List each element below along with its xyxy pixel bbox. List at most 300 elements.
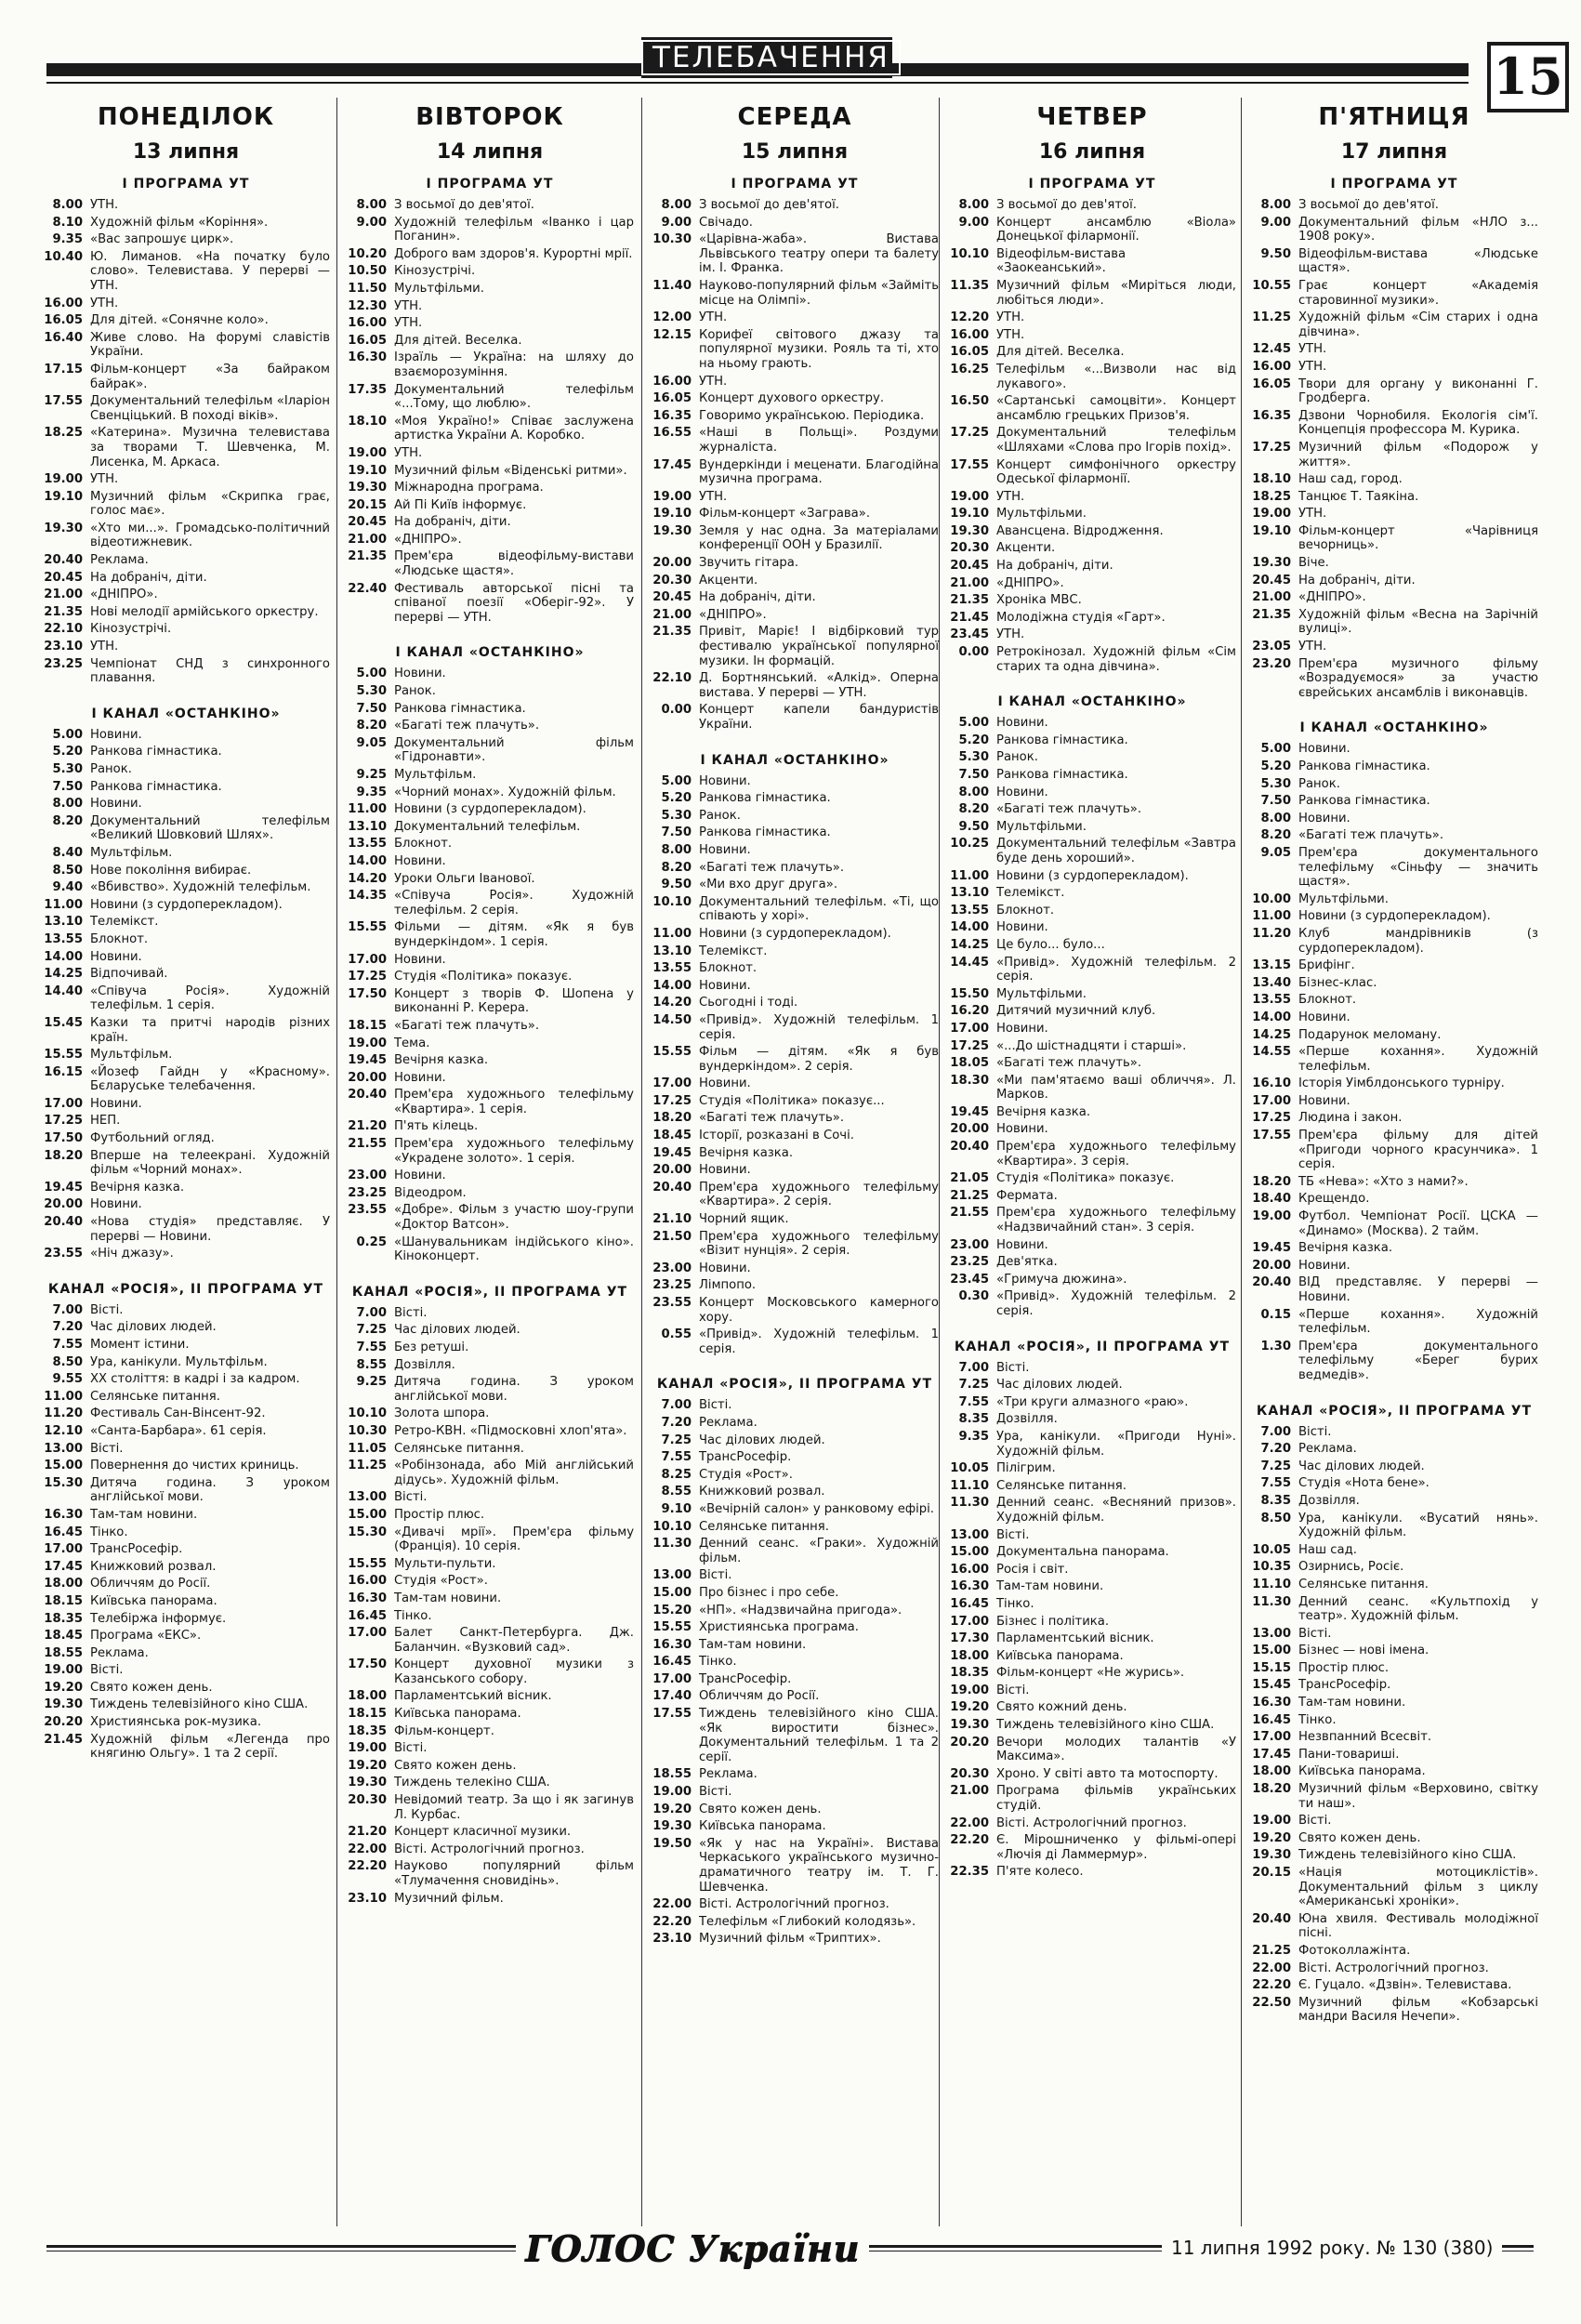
program-entry	[948, 645, 1236, 674]
program-time: 18.35	[44, 1611, 83, 1626]
program-time: 7.50	[1260, 794, 1291, 809]
program-time: 17.00	[652, 1671, 692, 1686]
program-title: Мультфільм.	[90, 845, 173, 860]
program-time: 19.50	[652, 1836, 692, 1851]
program-time: 15.45	[44, 1015, 83, 1030]
program-entry	[42, 915, 330, 930]
program-entry	[346, 1203, 634, 1232]
program-entry	[42, 1215, 330, 1244]
program-time: 21.20	[348, 1119, 387, 1134]
program-entry	[651, 895, 939, 924]
program-time: 17.25	[348, 970, 387, 984]
program-time: 13.55	[44, 931, 83, 946]
program-time: 21.00	[950, 575, 989, 590]
program-time: 5.00	[1260, 742, 1291, 757]
program-time: 19.20	[1252, 1830, 1291, 1845]
program-time: 17.45	[652, 457, 692, 472]
program-time: 18.40	[1252, 1192, 1291, 1207]
program-time: 15.55	[348, 920, 387, 935]
channel-heading: КАНАЛ «РОСІЯ», ІІ ПРОГРАМА УТ	[954, 1339, 1231, 1354]
program-title: На добраніч, діти.	[1298, 573, 1416, 588]
program-title: Християнська програма.	[699, 1620, 859, 1635]
program-title: Дозвілля.	[394, 1357, 455, 1372]
program-time: 20.15	[1252, 1866, 1291, 1880]
program-entry	[346, 854, 634, 869]
program-entry	[651, 1655, 939, 1670]
program-entry	[948, 1700, 1236, 1715]
program-title: Вісті. Астрологічний прогноз.	[996, 1816, 1187, 1830]
program-title: «Гримуча дюжина».	[996, 1272, 1127, 1287]
program-title: Вісті.	[394, 1490, 428, 1505]
program-entry	[948, 1361, 1236, 1376]
program-entry	[42, 232, 330, 247]
program-time: 7.55	[661, 1450, 692, 1465]
program-title: Свято кожний день.	[996, 1700, 1127, 1715]
program-time: 14.20	[348, 871, 387, 886]
program-time: 20.45	[1252, 573, 1291, 588]
program-title: Мультфільми.	[1298, 891, 1389, 906]
program-title: Історії, розказані в Сочі.	[699, 1129, 854, 1143]
program-entry	[948, 328, 1236, 343]
program-title: Пани-товариші.	[1298, 1747, 1400, 1762]
program-title: Чемпіонат СНД з синхронного плавання.	[90, 656, 330, 686]
program-title: УТН.	[394, 298, 423, 313]
program-time: 23.55	[652, 1296, 692, 1310]
program-entry	[42, 1681, 330, 1696]
program-title: Вісті.	[90, 1441, 124, 1456]
program-time: 19.00	[348, 1741, 387, 1756]
program-time: 8.00	[356, 198, 387, 212]
program-entry	[651, 1163, 939, 1178]
program-title: Музичний фільм «Віденські ритми».	[394, 463, 627, 478]
program-time: 18.55	[44, 1645, 83, 1660]
program-time: 10.35	[1252, 1560, 1291, 1575]
program-title: «Робінзонада, або Мій англійський дідусь». Художній фільм.	[394, 1459, 634, 1487]
program-entry	[42, 1733, 330, 1762]
program-time: 15.00	[950, 1545, 989, 1560]
program-time: 23.20	[1252, 656, 1291, 671]
program-title: Історія Уімблдонського турніру.	[1298, 1076, 1505, 1091]
program-time: 17.30	[950, 1631, 989, 1646]
program-time: 9.00	[958, 215, 989, 230]
program-entry	[42, 1459, 330, 1473]
program-entry	[651, 1450, 939, 1465]
program-title: Акценти.	[996, 541, 1056, 556]
program-title: П'яте колесо.	[996, 1865, 1084, 1880]
program-title: «...До шістнадцяти і старші».	[996, 1038, 1187, 1053]
program-entry	[346, 837, 634, 852]
program-entry	[42, 1197, 330, 1212]
program-time: 10.50	[348, 264, 387, 279]
program-time: 0.15	[1260, 1307, 1291, 1322]
program-time: 17.25	[1252, 440, 1291, 455]
program-entry	[42, 1525, 330, 1540]
program-time: 5.20	[661, 791, 692, 806]
program-time: 17.50	[348, 1657, 387, 1672]
program-time: 18.35	[348, 1723, 387, 1738]
program-title: «Моя Україно!» Співає заслужена артистка України А. Коробко.	[394, 414, 634, 443]
program-time: 9.05	[356, 735, 387, 750]
program-title: Уроки Ольги Іванової.	[394, 871, 535, 886]
program-time: 14.45	[950, 955, 989, 970]
program-time: 20.40	[44, 1215, 83, 1230]
program-entry	[948, 524, 1236, 539]
program-entry	[948, 1171, 1236, 1186]
program-title: «Катерина». Музична телевистава за творами Т. Шевченка, М. Лисенка, М. Аркаса.	[90, 426, 330, 469]
program-entry	[948, 1479, 1236, 1494]
program-time: 19.00	[652, 489, 692, 504]
program-time: 16.00	[44, 296, 83, 310]
program-entry	[42, 250, 330, 294]
program-time: 8.20	[356, 719, 387, 733]
program-title: Казки та притчі народів різних країн.	[90, 1015, 330, 1045]
program-entry	[651, 944, 939, 959]
program-title: XX століття: в кадрі і за кадром.	[90, 1372, 300, 1387]
program-entry	[948, 1273, 1236, 1287]
program-title: Музичний фільм «Скрипка грає, голос має».	[90, 489, 330, 519]
program-title: Пілігрим.	[996, 1461, 1056, 1476]
program-time: 7.25	[1260, 1459, 1291, 1473]
program-time: 11.30	[652, 1537, 692, 1552]
program-entry	[1250, 377, 1538, 406]
program-entry	[346, 1306, 634, 1321]
program-time: 7.55	[356, 1340, 387, 1354]
program-title: Там-там новини.	[394, 1591, 502, 1605]
program-time: 16.45	[348, 1608, 387, 1623]
program-time: 14.40	[44, 984, 83, 998]
program-entry	[1250, 1010, 1538, 1025]
program-title: ТрансРосефір.	[1298, 1678, 1391, 1693]
program-entry	[1250, 1129, 1538, 1172]
program-time: 16.00	[1252, 359, 1291, 374]
program-entry	[346, 582, 634, 626]
program-title: Музичний фільм «Подорож у життя».	[1298, 440, 1538, 469]
program-time: 18.00	[1252, 1764, 1291, 1779]
program-entry	[346, 1842, 634, 1857]
program-title: УТН.	[996, 627, 1025, 642]
program-entry	[1250, 310, 1538, 339]
program-entry	[346, 1490, 634, 1505]
program-title: Вечірня казка.	[1298, 1241, 1393, 1256]
program-entry	[1250, 1678, 1538, 1693]
program-time: 19.10	[652, 507, 692, 522]
program-time: 17.00	[44, 1542, 83, 1557]
program-entry	[346, 872, 634, 887]
program-time: 10.20	[348, 246, 387, 261]
program-time: 11.00	[348, 802, 387, 817]
program-time: 15.45	[1252, 1678, 1291, 1693]
program-entry	[651, 1802, 939, 1817]
program-time: 10.05	[1252, 1542, 1291, 1557]
program-title: Новини.	[1298, 1010, 1350, 1024]
program-entry	[346, 1825, 634, 1840]
program-time: 10.30	[348, 1423, 387, 1438]
program-time: 7.20	[1260, 1442, 1291, 1457]
program-time: 15.30	[44, 1475, 83, 1490]
program-time: 10.10	[348, 1406, 387, 1421]
program-title: Книжковий розвал.	[90, 1559, 217, 1574]
program-entry	[42, 1149, 330, 1178]
program-title: «ДНІПРО».	[1298, 590, 1366, 605]
program-title: Тема.	[394, 1036, 430, 1050]
program-entry	[948, 1189, 1236, 1204]
program-title: Свічадо.	[699, 215, 753, 230]
program-title: Реклама.	[90, 553, 149, 568]
program-time: 10.40	[44, 249, 83, 264]
program-entry	[346, 247, 634, 262]
program-entry	[346, 1741, 634, 1756]
program-title: Вісті. Астрологічний прогноз.	[699, 1897, 889, 1912]
program-title: Танцює Т. Таякіна.	[1298, 489, 1419, 504]
program-entry	[948, 938, 1236, 953]
program-time: 20.00	[652, 556, 692, 571]
program-time: 19.10	[1252, 523, 1291, 538]
program-title: Студія «Рост».	[394, 1574, 488, 1589]
program-title: Київська панорама.	[996, 1648, 1124, 1663]
program-time: 5.30	[1260, 776, 1291, 791]
program-entry	[42, 1663, 330, 1678]
program-title: Новини.	[996, 1021, 1048, 1036]
program-entry	[1250, 1340, 1538, 1383]
program-title: Музичний фільм «Триптих».	[699, 1932, 881, 1947]
program-title: Студія «Політика» показує.	[996, 1171, 1175, 1186]
program-time: 7.20	[52, 1320, 83, 1335]
program-title: Тиждень телевізійного кіно США.	[996, 1718, 1215, 1733]
program-title: «Дивачі мрії». Прем'єра фільму (Франція). 10 серія.	[394, 1525, 634, 1554]
program-entry	[651, 1586, 939, 1601]
program-title: На добраніч, діти.	[90, 570, 207, 585]
program-title: Вечірня казка.	[90, 1180, 185, 1195]
program-title: Новини.	[996, 920, 1048, 935]
program-entry	[651, 1181, 939, 1209]
program-entry	[948, 593, 1236, 608]
program-time: 11.00	[44, 897, 83, 912]
program-time: 20.15	[348, 497, 387, 512]
program-title: Ранкова гімнастика.	[699, 825, 831, 840]
program-title: Фільми — дітям. «Як я був вундеркіндом». 1 серія.	[394, 920, 634, 949]
program-entry	[346, 1019, 634, 1034]
program-entry	[346, 1037, 634, 1051]
program-time: 20.40	[1252, 1911, 1291, 1926]
program-title: Кінозустрічі.	[394, 264, 476, 279]
program-time: 21.00	[950, 1784, 989, 1799]
program-entry	[346, 736, 634, 765]
program-entry	[651, 1327, 939, 1356]
program-title: Вісті.	[699, 1568, 732, 1583]
program-title: «Багаті теж плачуть».	[1298, 828, 1444, 843]
program-time: 18.20	[652, 1111, 692, 1126]
program-entry	[651, 426, 939, 455]
program-time: 21.00	[348, 532, 387, 547]
program-time: 19.00	[1252, 507, 1291, 522]
day-heading: П'ЯТНИЦЯ	[1318, 103, 1470, 131]
program-entry	[948, 1395, 1236, 1410]
program-entry	[346, 1859, 634, 1888]
program-title: УТН.	[90, 198, 119, 212]
program-title: Фільм-концерт «Заграва».	[699, 507, 871, 522]
program-entry	[346, 1657, 634, 1686]
program-title: УТН.	[90, 640, 119, 654]
program-title: Дитяча година. З уроком англійської мови.	[394, 1375, 634, 1404]
day-heading: ЧЕТВЕР	[1036, 103, 1148, 131]
program-entry	[948, 1784, 1236, 1813]
program-time: 8.50	[52, 863, 83, 878]
program-entry	[1250, 1961, 1538, 1976]
program-time: 19.30	[1252, 1848, 1291, 1863]
day-column	[42, 98, 330, 1764]
program-title: Новини.	[699, 773, 751, 788]
program-title: Живе слово. На форумі славістів України.	[90, 330, 330, 360]
program-entry	[948, 1718, 1236, 1733]
program-entry	[42, 1542, 330, 1557]
program-entry	[948, 541, 1236, 556]
program-time: 18.20	[1252, 1174, 1291, 1189]
program-title: Документальний телефільм «Іларіон Свенціцький. В поході віків».	[90, 394, 330, 423]
program-entry	[651, 232, 939, 276]
program-title: Вісті.	[699, 1785, 732, 1800]
program-entry	[42, 522, 330, 550]
program-entry	[651, 310, 939, 325]
program-time: 17.45	[44, 1559, 83, 1574]
program-time: 17.25	[950, 1038, 989, 1053]
program-title: Телемікст.	[996, 886, 1065, 901]
program-title: Документальний фільм «НЛО з... 1908 року».	[1298, 215, 1538, 244]
day-column	[948, 98, 1236, 1882]
day-date: 15 липня	[741, 140, 849, 164]
program-entry	[1250, 490, 1538, 505]
program-title: Фестиваль авторської пісні та співаної поезії «Оберіг-92». У перерві — УТН.	[394, 581, 634, 625]
program-time: 11.20	[1252, 926, 1291, 941]
program-time: 10.10	[950, 246, 989, 261]
program-time: 16.30	[1252, 1696, 1291, 1710]
program-title: Ранок.	[90, 762, 132, 776]
program-time: 22.00	[652, 1897, 692, 1912]
program-title: Музичний фільм.	[394, 1891, 504, 1906]
program-title: Документальний телефільм.	[394, 819, 581, 834]
program-title: УТН.	[1298, 342, 1327, 357]
program-time: 18.25	[1252, 489, 1291, 504]
program-entry	[42, 932, 330, 947]
program-entry	[42, 1424, 330, 1439]
program-title: Документальна панорама.	[996, 1545, 1169, 1560]
program-title: Київська панорама.	[90, 1593, 217, 1608]
program-title: Простір плюс.	[394, 1507, 485, 1522]
program-entry	[651, 1485, 939, 1499]
program-entry	[948, 1074, 1236, 1103]
program-title: «Співуча Росія». Художній телефільм. 1 серія.	[90, 984, 330, 1013]
program-entry	[948, 786, 1236, 800]
program-time: 23.10	[652, 1932, 692, 1947]
program-time: 5.20	[958, 733, 989, 747]
program-time: 13.00	[652, 1568, 692, 1583]
program-time: 10.30	[652, 232, 692, 247]
program-entry	[651, 1520, 939, 1535]
program-title: Фільм-концерт «Не журись».	[996, 1666, 1185, 1681]
program-time: 18.15	[44, 1593, 83, 1608]
program-time: 18.25	[44, 426, 83, 441]
program-title: Футбольний огляд.	[90, 1131, 215, 1146]
program-entry	[42, 898, 330, 913]
program-entry	[948, 1378, 1236, 1393]
program-time: 21.45	[44, 1732, 83, 1747]
program-time: 18.00	[44, 1577, 83, 1591]
program-title: Ранкова гімнастика.	[996, 733, 1128, 747]
program-entry	[651, 1013, 939, 1042]
program-entry	[42, 1320, 330, 1335]
program-time: 17.00	[652, 1076, 692, 1091]
program-time: 11.10	[950, 1478, 989, 1493]
program-entry	[1250, 1978, 1538, 1993]
program-title: УТН.	[699, 374, 728, 389]
program-time: 8.00	[958, 198, 989, 212]
program-entry	[42, 1390, 330, 1405]
program-entry	[346, 316, 634, 331]
program-entry	[651, 1146, 939, 1161]
program-title: Київська панорама.	[699, 1819, 826, 1834]
program-title: Балет Санкт-Петербурга. Дж. Баланчин. «Вузковий сад».	[394, 1626, 634, 1655]
program-entry	[651, 1932, 939, 1947]
program-entry	[1250, 216, 1538, 244]
program-entry	[1250, 1782, 1538, 1811]
day-heading: ВІВТОРОК	[415, 103, 564, 131]
program-entry	[651, 524, 939, 553]
program-time: 11.30	[1252, 1594, 1291, 1609]
channel-heading: І ПРОГРАМА УТ	[122, 177, 250, 191]
program-title: Новини.	[90, 949, 142, 964]
program-entry	[1250, 812, 1538, 826]
program-title: Простір плюс.	[1298, 1660, 1390, 1675]
program-time: 20.30	[348, 1793, 387, 1808]
program-time: 20.45	[348, 515, 387, 530]
program-title: Вісті.	[699, 1398, 732, 1413]
program-entry	[948, 1545, 1236, 1560]
program-entry	[346, 820, 634, 835]
program-entry	[948, 920, 1236, 935]
program-entry	[651, 1837, 939, 1895]
program-time: 20.20	[950, 1735, 989, 1750]
program-time: 18.15	[348, 1018, 387, 1033]
program-entry	[1250, 640, 1538, 654]
program-entry	[42, 1338, 330, 1353]
program-entry	[651, 279, 939, 308]
program-title: Чорний ящик.	[699, 1212, 789, 1227]
program-title: Фільм-концерт.	[394, 1723, 494, 1738]
program-time: 13.10	[44, 915, 83, 930]
program-time: 18.20	[1252, 1782, 1291, 1797]
program-entry	[346, 987, 634, 1016]
program-time: 0.25	[356, 1235, 387, 1249]
program-title: Тінко.	[394, 1608, 432, 1623]
program-title: Ура, канікули. Мультфільм.	[90, 1354, 268, 1369]
program-time: 11.00	[1252, 909, 1291, 924]
program-time: 19.30	[950, 1718, 989, 1733]
program-time: 14.25	[44, 967, 83, 982]
program-entry	[948, 1022, 1236, 1037]
program-title: «НП». «Надзвичайна пригода».	[699, 1603, 902, 1618]
program-entry	[1250, 1644, 1538, 1658]
program-entry	[1250, 1241, 1538, 1256]
program-title: «Три круги алмазного «раю».	[996, 1394, 1189, 1409]
program-entry	[346, 1525, 634, 1554]
program-title: Футбол. Чемпіонат Росії. ЦСКА — «Динамо» (Москва). 2 тайм.	[1298, 1209, 1538, 1238]
program-entry	[1250, 1944, 1538, 1959]
program-title: Вечірня казка.	[394, 1053, 489, 1068]
program-entry	[346, 350, 634, 379]
program-time: 5.20	[1260, 759, 1291, 773]
program-time: 17.00	[348, 952, 387, 967]
program-entry	[42, 363, 330, 391]
program-time: 16.30	[652, 1637, 692, 1652]
